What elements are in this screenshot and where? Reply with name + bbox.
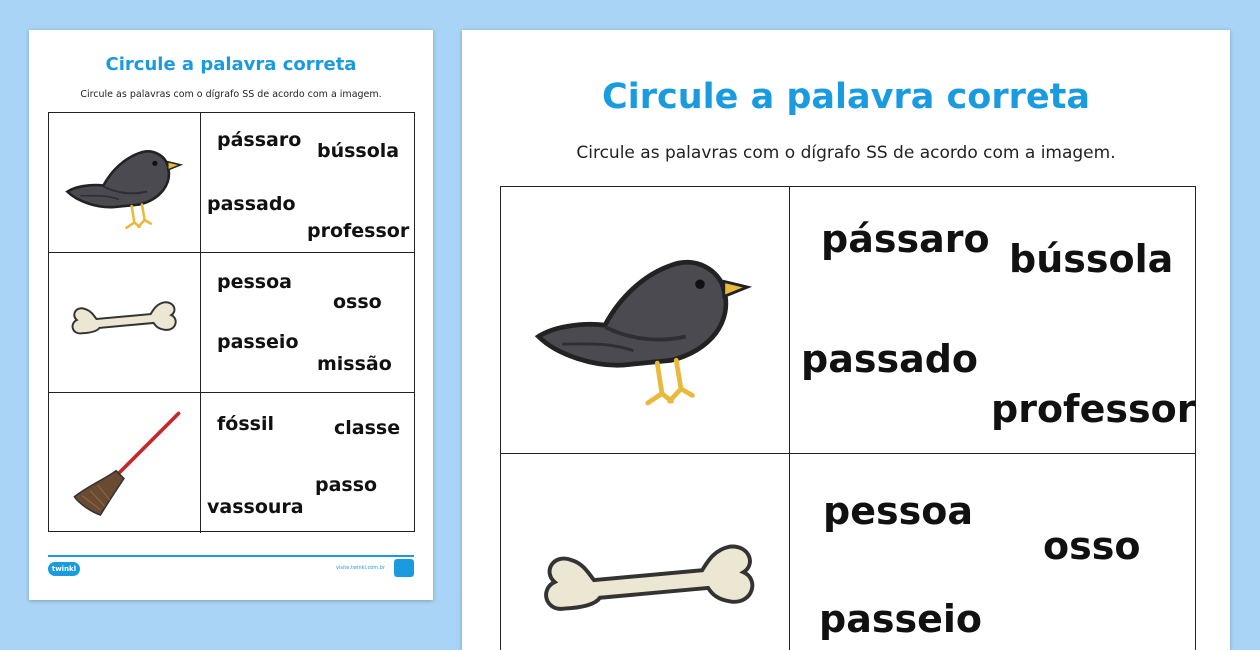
word-option[interactable]: passado [801,337,979,381]
word-option[interactable]: pássaro [217,129,302,151]
footer-url: visite.twinkl.com.br [336,565,385,571]
exercise-table [48,112,415,532]
word-option[interactable]: pássaro [821,217,990,261]
footer-divider [48,555,414,557]
worksheet-instructions: Circule as palavras com o dígrafo SS de acordo com a imagem. [576,143,1116,163]
bone-icon [67,291,185,351]
exercise-row [49,253,414,393]
worksheet-title: Circule a palavra correta [602,77,1090,117]
word-option[interactable]: fóssil [217,413,274,435]
exercise-row [49,113,414,253]
word-option[interactable]: passo [315,474,378,496]
worksheet-zoomed [462,30,1230,650]
exercise-row [501,187,1195,454]
image-cell [501,454,790,650]
twinkl-logo: twinkl [48,562,80,576]
word-option[interactable]: pessoa [823,489,973,533]
bird-icon [523,232,763,422]
worksheet-preview [29,30,433,600]
word-option[interactable]: bússola [1009,237,1174,281]
image-cell [49,113,201,252]
bone-icon [535,524,771,644]
image-cell [501,187,790,453]
word-option[interactable]: missão [317,353,392,375]
worksheet-instructions: Circule as palavras com o dígrafo SS de acordo com a imagem. [80,89,382,100]
image-cell [49,393,201,533]
word-option[interactable]: classe [334,417,401,439]
word-option[interactable]: passado [207,193,296,215]
badge-icon [394,559,414,577]
word-option[interactable]: passeio [217,331,299,353]
word-option[interactable]: professor [991,387,1196,431]
word-option[interactable]: osso [1043,524,1141,568]
word-option[interactable]: pessoa [217,271,292,293]
exercise-row [501,454,1195,650]
exercise-table [500,186,1196,650]
word-option[interactable]: bússola [317,140,400,162]
image-cell [49,253,201,392]
worksheet-title: Circule a palavra correta [105,54,357,75]
word-option[interactable]: professor [307,220,410,242]
word-option[interactable]: osso [333,291,382,313]
exercise-row [49,393,414,533]
broom-icon [64,408,189,523]
word-option[interactable]: vassoura [207,496,304,518]
word-option[interactable]: passeio [819,597,982,641]
bird-icon [61,135,187,238]
